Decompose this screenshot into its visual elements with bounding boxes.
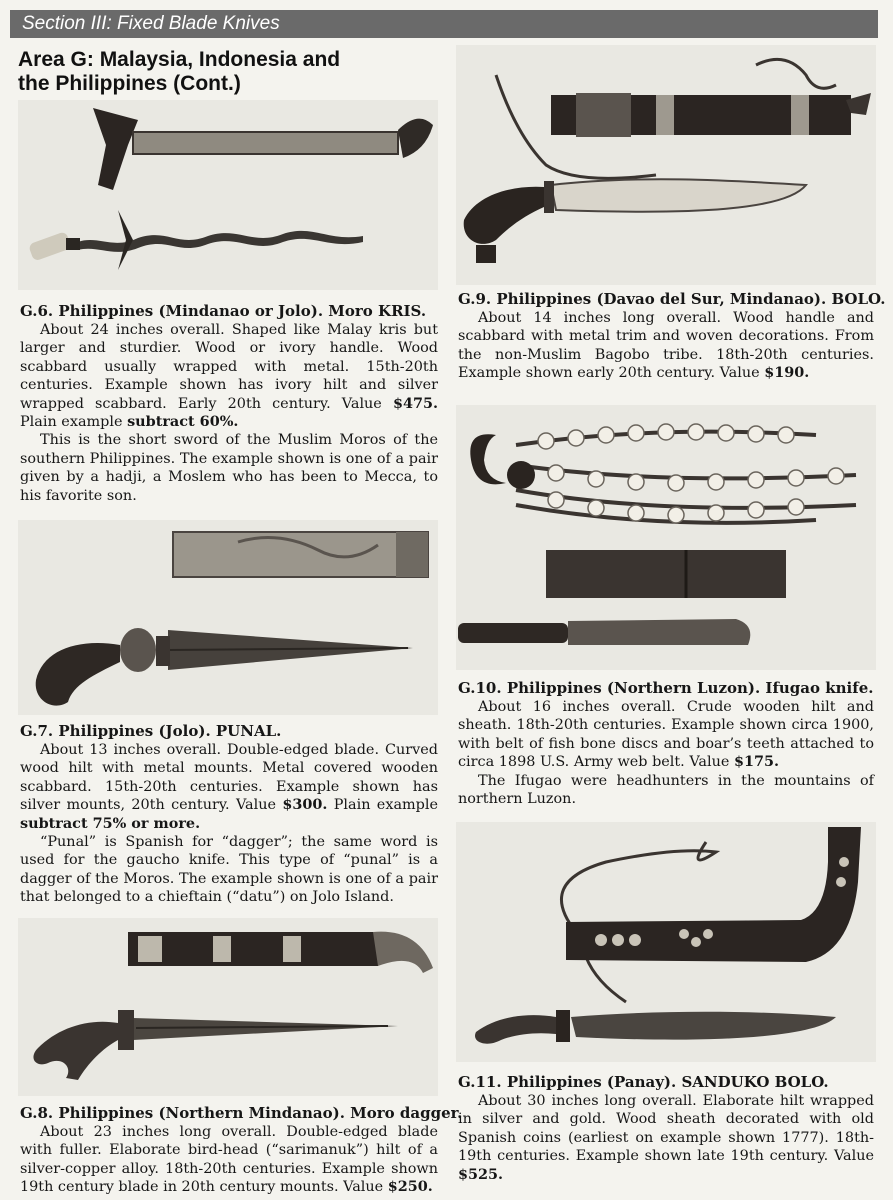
moro-dagger-illustration	[18, 918, 438, 1096]
entry-note: The Ifugao were headhunters in the mountains of northern Luzon.	[458, 772, 874, 808]
entry-value: $525.	[458, 1165, 504, 1183]
entry-heading: G.7. Philippines (Jolo). PUNAL.	[20, 722, 282, 740]
entry-heading: G.6. Philippines (Mindanao or Jolo). Moro KRIS.	[20, 302, 427, 320]
punal-illustration	[18, 520, 438, 715]
entry-description: About 14 inches long overall. Wood handle and scabbard with metal trim and woven decorations. From the non-Muslim Bagobo tribe. 18th-20th centuries. Example shown early 20th century. Value $190.	[458, 310, 874, 382]
kris-photo	[18, 100, 438, 290]
entry-g7	[20, 722, 438, 907]
sanduko-bolo-photo	[456, 822, 876, 1062]
entry-description: About 23 inches long overall. Double-edged blade with fuller. Elaborate bird-head (“sarimanuk”) hilt of a silver-copper alloy. 18th-20th centuries. Example shown 19th century blade in 20th century mounts. Value $250.	[20, 1124, 438, 1196]
punal-photo	[18, 520, 438, 715]
moro-dagger-photo	[18, 918, 438, 1096]
area-title: Area G: Malaysia, Indonesia and the Philippines (Cont.)	[18, 48, 341, 95]
sanduko-bolo-illustration	[456, 822, 876, 1062]
section-header	[10, 10, 878, 38]
entry-note: “Punal” is Spanish for “dagger”; the same word is used for the gaucho knife. This type of “punal” is a dagger of the Moros. The example shown is one of a pair that belonged to a chieftain (“datu”) on Jolo Island.	[20, 834, 438, 906]
entry-value: $300.	[282, 796, 328, 814]
entry-description: About 16 inches overall. Crude wooden hilt and sheath. 18th-20th centuries. Example shown circa 1900, with belt of fish bone discs and boar’s teeth attached to circa 1898 U.S. Army web belt. Value $175.	[458, 699, 874, 771]
ifugao-knife-illustration	[456, 405, 876, 670]
entry-g10	[458, 679, 874, 808]
ifugao-knife-photo	[456, 405, 876, 670]
bolo-illustration	[456, 45, 876, 285]
entry-subtract: subtract 60%.	[127, 413, 239, 431]
entry-subtract: subtract 75% or more.	[20, 814, 201, 832]
entry-g9	[458, 290, 886, 383]
section-title: Section III: Fixed Blade Knives	[22, 13, 280, 34]
entry-description: About 24 inches overall. Shaped like Malay kris but larger and sturdier. Wood or ivory handle. Wood scabbard usually wrapped with metal. 15th-20th centuries. Example shown has ivory hilt and silver wrapped scabbard. Early 20th century. Value $475. Plain example subtract 60%.	[20, 322, 438, 431]
entry-g6	[20, 302, 438, 505]
entry-g8	[20, 1104, 463, 1197]
entry-value: $250.	[387, 1178, 433, 1196]
entry-heading: G.11. Philippines (Panay). SANDUKO BOLO.	[458, 1073, 829, 1091]
entry-heading: G.9. Philippines (Davao del Sur, Mindanao). BOLO.	[458, 290, 886, 308]
entry-description: About 30 inches long overall. Elaborate hilt wrapped in silver and gold. Wood sheath decorated with old Spanish coins (earliest on example shown 1777). 18th-19th centuries. Example shown late 19th century. Value $525.	[458, 1093, 874, 1183]
entry-heading: G.10. Philippines (Northern Luzon). Ifugao knife.	[458, 679, 874, 697]
entry-value: $190.	[764, 364, 810, 382]
entry-description: About 13 inches overall. Double-edged blade. Curved wood hilt with metal mounts. Metal covered wooden scabbard. 15th-20th centuries. Example shown has silver mounts, 20th century. Value $300. Plain example subtract 75% or more.	[20, 742, 438, 832]
bolo-photo	[456, 45, 876, 285]
kris-illustration	[18, 100, 438, 290]
entry-heading: G.8. Philippines (Northern Mindanao). Moro dagger.	[20, 1104, 463, 1122]
entry-note: This is the short sword of the Muslim Moros of the southern Philippines. The example shown is one of a pair given by a hadji, a Moslem who has been to Mecca, to his favorite son.	[20, 432, 438, 504]
entry-value: $175.	[733, 753, 780, 771]
entry-value: $475.	[392, 394, 438, 412]
entry-g11	[458, 1073, 874, 1184]
